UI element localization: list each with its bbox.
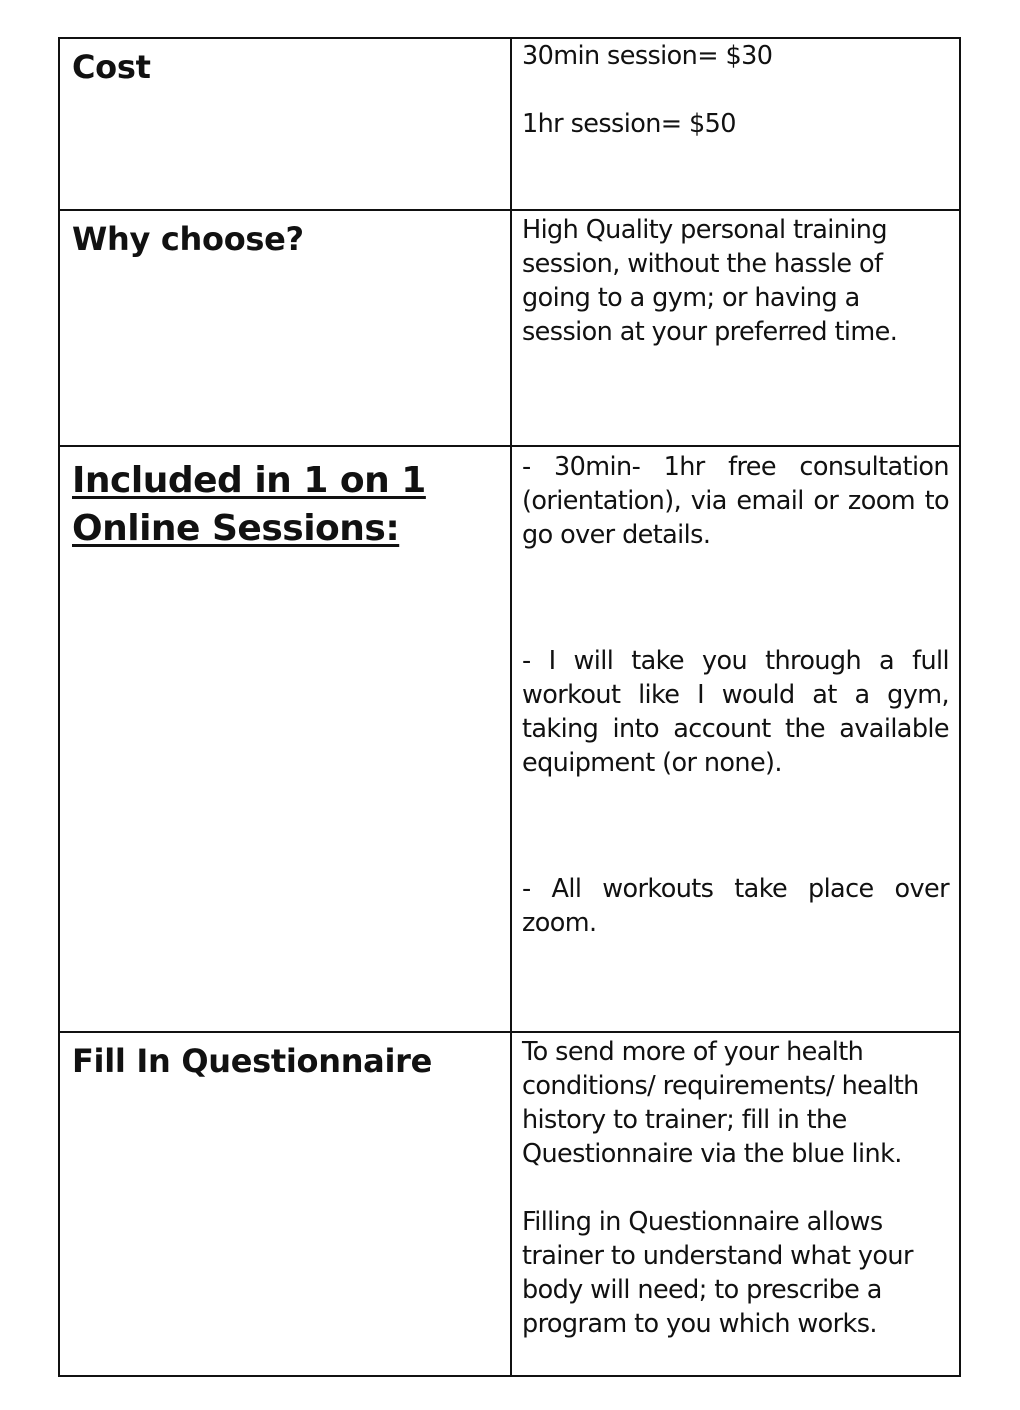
table-row-questionnaire: [60, 1033, 959, 1375]
row-label-cell: [60, 211, 512, 445]
questionnaire-text-1: To send more of your health conditions/ requirements/ health history to trainer; fill in the Questionnaire via the blue link.: [522, 1037, 919, 1169]
table-row-why-choose: [60, 211, 959, 447]
questionnaire-text-2: Filling in Questionnaire allows trainer to understand what your body will need; to prescribe a program to you which works.: [522, 1207, 913, 1339]
cost-1hr: 1hr session= $50: [522, 109, 736, 139]
cost-label: Cost: [72, 48, 151, 86]
cost-30min: 30min session= $30: [522, 41, 773, 71]
row-value-cell: [512, 447, 959, 1031]
info-table: [58, 37, 961, 1377]
row-label-cell: [60, 447, 512, 1031]
included-workout: - I will take you through a full workout like I would at a gym, taking into account the available equipment (or none).: [522, 646, 949, 778]
included-consultation: - 30min- 1hr free consultation (orientation), via email or zoom to go over details.: [522, 452, 949, 550]
questionnaire-label: Fill In Questionnaire: [72, 1042, 433, 1080]
row-value-cell: [512, 211, 959, 445]
row-value-cell: [512, 1033, 959, 1375]
included-label: Included in 1 on 1 Online Sessions:: [72, 460, 426, 549]
row-label-cell: [60, 1033, 512, 1375]
row-label-cell: [60, 39, 512, 209]
why-choose-text: High Quality personal training session, without the hassle of going to a gym; or having a session at your preferred time.: [522, 215, 898, 347]
table-row-cost: [60, 39, 959, 211]
table-row-included: [60, 447, 959, 1033]
row-value-cell: [512, 39, 959, 209]
included-zoom: - All workouts take place over zoom.: [522, 874, 949, 938]
why-choose-label: Why choose?: [72, 220, 304, 258]
